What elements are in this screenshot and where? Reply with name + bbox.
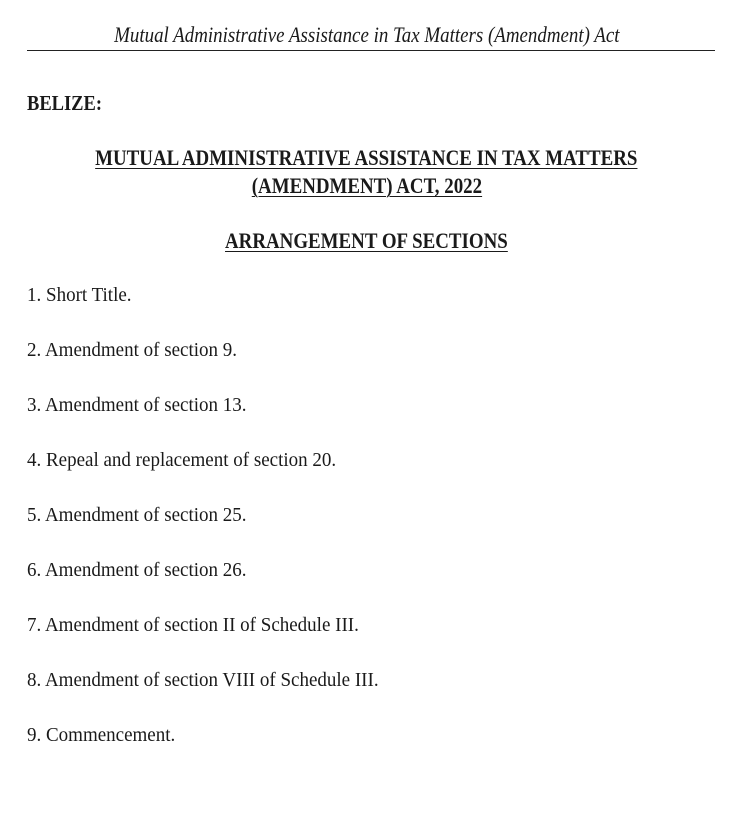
running-header <box>0 22 733 48</box>
act-title-text-1: MUTUAL ADMINISTRATIVE ASSISTANCE IN TAX MATTERS <box>95 145 638 170</box>
act-title-text-2: (AMENDMENT) ACT, 2022 <box>251 173 482 198</box>
act-title-line-1 <box>0 145 733 171</box>
act-title-line-2 <box>0 173 733 199</box>
arrangement-heading <box>0 228 733 254</box>
section-item-text: 9. Commencement. <box>27 724 176 746</box>
running-header-text: Mutual Administrative Assistance in Tax Matters (Amendment) Act <box>113 22 620 47</box>
section-item <box>27 394 258 417</box>
section-item <box>27 724 183 747</box>
section-item <box>27 339 248 362</box>
section-item-text: 1. Short Title. <box>27 284 132 306</box>
section-item <box>27 449 352 472</box>
arrangement-heading-text: ARRANGEMENT OF SECTIONS <box>225 228 508 253</box>
country-text: BELIZE: <box>27 91 102 115</box>
section-item-text: 7. Amendment of section II of Schedule III. <box>27 614 359 636</box>
section-item-text: 3. Amendment of section 13. <box>27 394 247 416</box>
section-item-text: 8. Amendment of section VIII of Schedule III. <box>27 669 379 691</box>
section-item <box>27 559 258 582</box>
section-item-text: 2. Amendment of section 9. <box>27 339 238 361</box>
country-label <box>27 91 112 116</box>
section-item <box>27 669 397 692</box>
section-item-text: 4. Repeal and replacement of section 20. <box>27 449 337 471</box>
section-item-text: 5. Amendment of section 25. <box>27 504 247 526</box>
header-rule <box>27 50 715 51</box>
section-item <box>27 614 376 637</box>
section-item <box>27 504 258 527</box>
section-item <box>27 284 137 307</box>
section-item-text: 6. Amendment of section 26. <box>27 559 247 581</box>
